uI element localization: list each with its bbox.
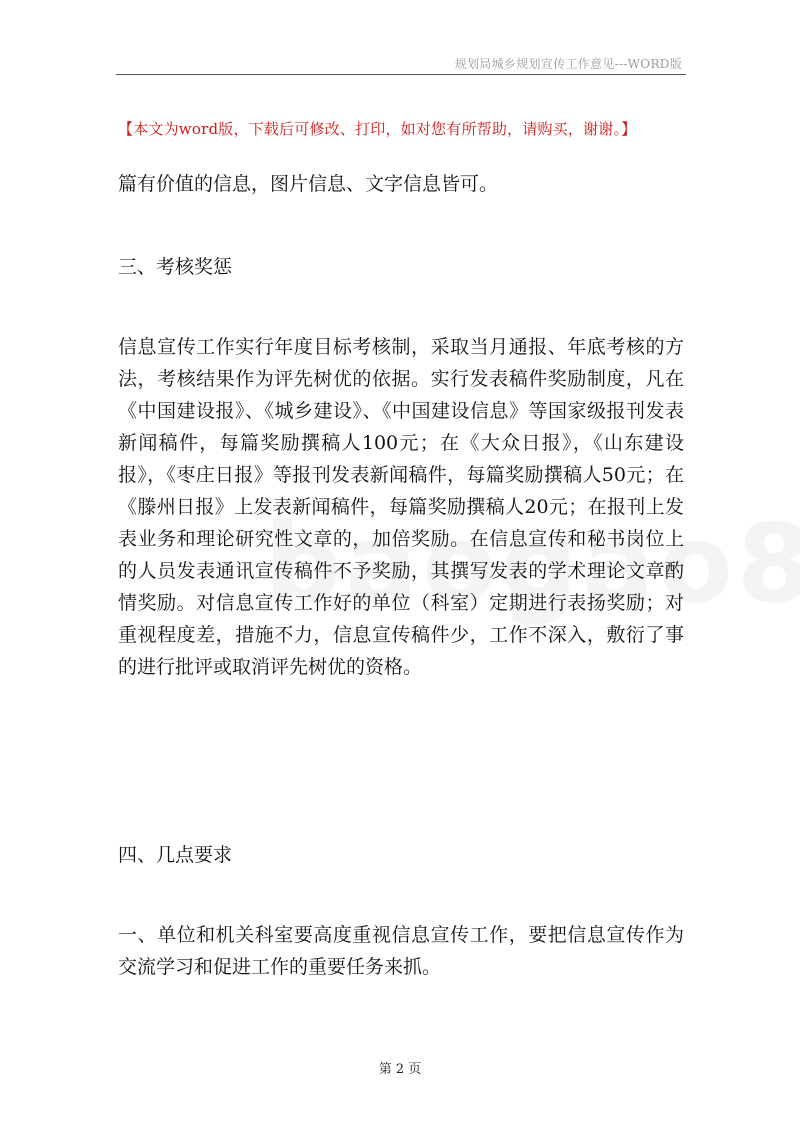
paragraph-assessment: 信息宣传工作实行年度目标考核制，采取当月通报、年底考核的方法，考核结果作为评先树优的依据。实行发表稿件奖励制度，凡在《中国建设报》、《城乡建设》、《中国建设信息》等国家级报刊发表新闻稿件，每篇奖励撰稿人100元；在《大众日报》，《山东建设报》，《枣庄日报》等报刊发表新闻稿件，每篇奖励撰稿人50元；在《滕州日报》上发表新闻稿件，每篇奖励撰稿人20元；在报刊上发表业务和理论研究性文章的，加倍奖励。在信息宣传和秘书岗位上的人员发表通讯宣传稿件不予奖励，其撰写发表的学术理论文章酌情奖励。对信息宣传工作好的单位（科室）定期进行表扬奖励；对重视程度差，措施不力，信息宣传稿件少，工作不深入，敷衍了事的进行批评或取消评先树优的资格。	[118, 336, 684, 678]
header-divider	[116, 74, 686, 75]
page-header-title: 规划局城乡规划宣传工作意见---WORD版	[454, 57, 682, 71]
download-notice: 【本文为word版，下载后可修改、打印，如对您有所帮助，请购买，谢谢。】	[118, 120, 637, 138]
page-number: 第 2 页	[378, 1062, 422, 1077]
section-heading-requirements: 四、几点要求	[118, 844, 233, 866]
paragraph-continuation: 篇有价值的信息，图片信息、文字信息皆可。	[118, 173, 499, 195]
section-heading-rewards: 三、考核奖惩	[118, 256, 233, 278]
paragraph-requirement-one: 一、单位和机关科室要高度重视信息宣传工作，要把信息宣传作为交流学习和促进工作的重要任务来抓。	[118, 924, 684, 978]
